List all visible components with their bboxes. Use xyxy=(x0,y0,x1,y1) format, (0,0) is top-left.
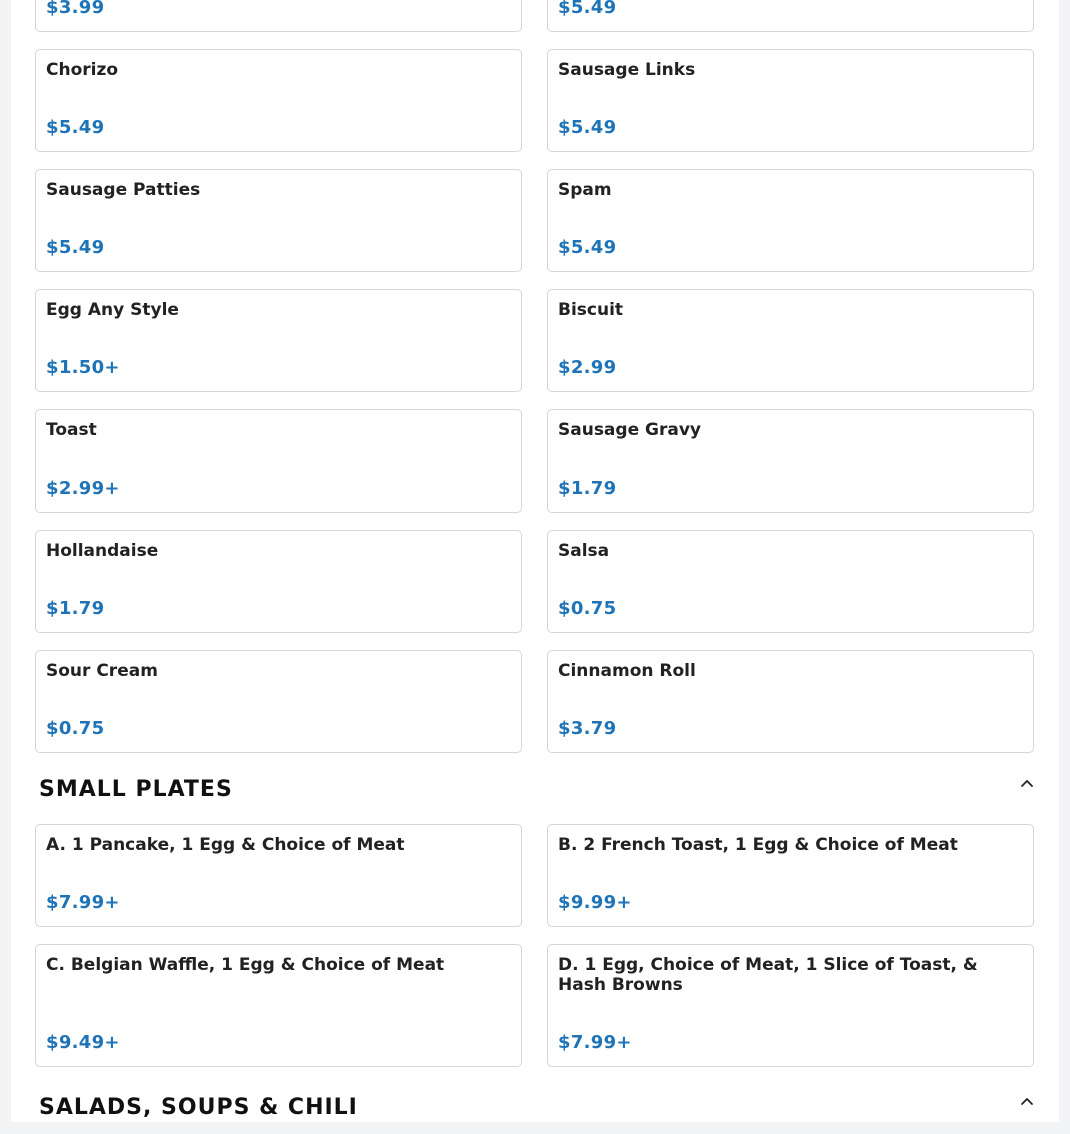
menu-item-card[interactable] xyxy=(35,289,522,392)
item-name: Biscuit xyxy=(558,300,624,320)
section-title: SMALL PLATES xyxy=(39,777,233,802)
item-name: Salsa xyxy=(558,541,610,561)
item-price: $5.49 xyxy=(46,117,105,138)
item-price: $1.50+ xyxy=(46,357,120,378)
menu-item-card[interactable] xyxy=(35,0,522,32)
item-name: C. Belgian Waffle, 1 Egg & Choice of Meat xyxy=(46,955,445,975)
menu-item-card[interactable] xyxy=(35,530,522,633)
menu-item-card[interactable] xyxy=(35,650,522,753)
item-name: A. 1 Pancake, 1 Egg & Choice of Meat xyxy=(46,835,405,855)
menu-item-card[interactable] xyxy=(547,944,1034,1067)
item-name: D. 1 Egg, Choice of Meat, 1 Slice of Toast, & Hash Browns xyxy=(558,955,978,995)
menu-item-card[interactable] xyxy=(35,49,522,152)
item-price: $5.49 xyxy=(558,117,617,138)
chevron-up-icon[interactable] xyxy=(1020,776,1034,790)
sides-grid xyxy=(35,0,1034,753)
item-name: Sausage Links xyxy=(558,60,696,80)
section-title: SALADS, SOUPS & CHILI xyxy=(39,1095,358,1120)
menu-item-card[interactable] xyxy=(547,824,1034,927)
item-price: $5.49 xyxy=(46,237,105,258)
item-price: $1.79 xyxy=(558,478,617,499)
chevron-up-icon[interactable] xyxy=(1020,1094,1034,1108)
item-price: $9.99+ xyxy=(558,892,632,913)
menu-item-card[interactable] xyxy=(547,49,1034,152)
menu-item-card[interactable] xyxy=(547,530,1034,633)
item-name: Cinnamon Roll xyxy=(558,661,696,681)
menu-item-card[interactable] xyxy=(547,289,1034,392)
item-name: Egg Any Style xyxy=(46,300,179,320)
item-name: Sausage Gravy xyxy=(558,420,701,440)
item-name: Sausage Patties xyxy=(46,180,201,200)
item-name: Hollandaise xyxy=(46,541,159,561)
section-header-small-plates[interactable] xyxy=(39,776,1034,816)
small-plates-grid xyxy=(35,824,1034,1067)
menu-item-card[interactable] xyxy=(547,0,1034,32)
item-price: $0.75 xyxy=(558,598,617,619)
menu-item-card[interactable] xyxy=(35,409,522,513)
item-name: Spam xyxy=(558,180,612,200)
item-name: Toast xyxy=(46,420,97,440)
item-price: $7.99+ xyxy=(558,1032,632,1053)
menu-item-card[interactable] xyxy=(547,409,1034,513)
item-price: $3.99 xyxy=(46,0,105,18)
menu-item-card[interactable] xyxy=(547,169,1034,272)
item-price: $7.99+ xyxy=(46,892,120,913)
item-price: $0.75 xyxy=(46,718,105,739)
item-price: $2.99+ xyxy=(46,478,120,499)
section-header-salads-soups-chili[interactable] xyxy=(39,1094,1034,1134)
item-name: Sour Cream xyxy=(46,661,158,681)
menu-item-card[interactable] xyxy=(35,944,522,1067)
menu-item-card[interactable] xyxy=(547,650,1034,753)
menu-item-card[interactable] xyxy=(35,824,522,927)
item-price: $2.99 xyxy=(558,357,617,378)
item-price: $1.79 xyxy=(46,598,105,619)
menu-page xyxy=(11,0,1059,1122)
item-price: $9.49+ xyxy=(46,1032,120,1053)
item-name: B. 2 French Toast, 1 Egg & Choice of Meat xyxy=(558,835,958,855)
item-price: $5.49 xyxy=(558,237,617,258)
menu-item-card[interactable] xyxy=(35,169,522,272)
item-price: $5.49 xyxy=(558,0,617,18)
item-name: Chorizo xyxy=(46,60,119,80)
item-price: $3.79 xyxy=(558,718,617,739)
